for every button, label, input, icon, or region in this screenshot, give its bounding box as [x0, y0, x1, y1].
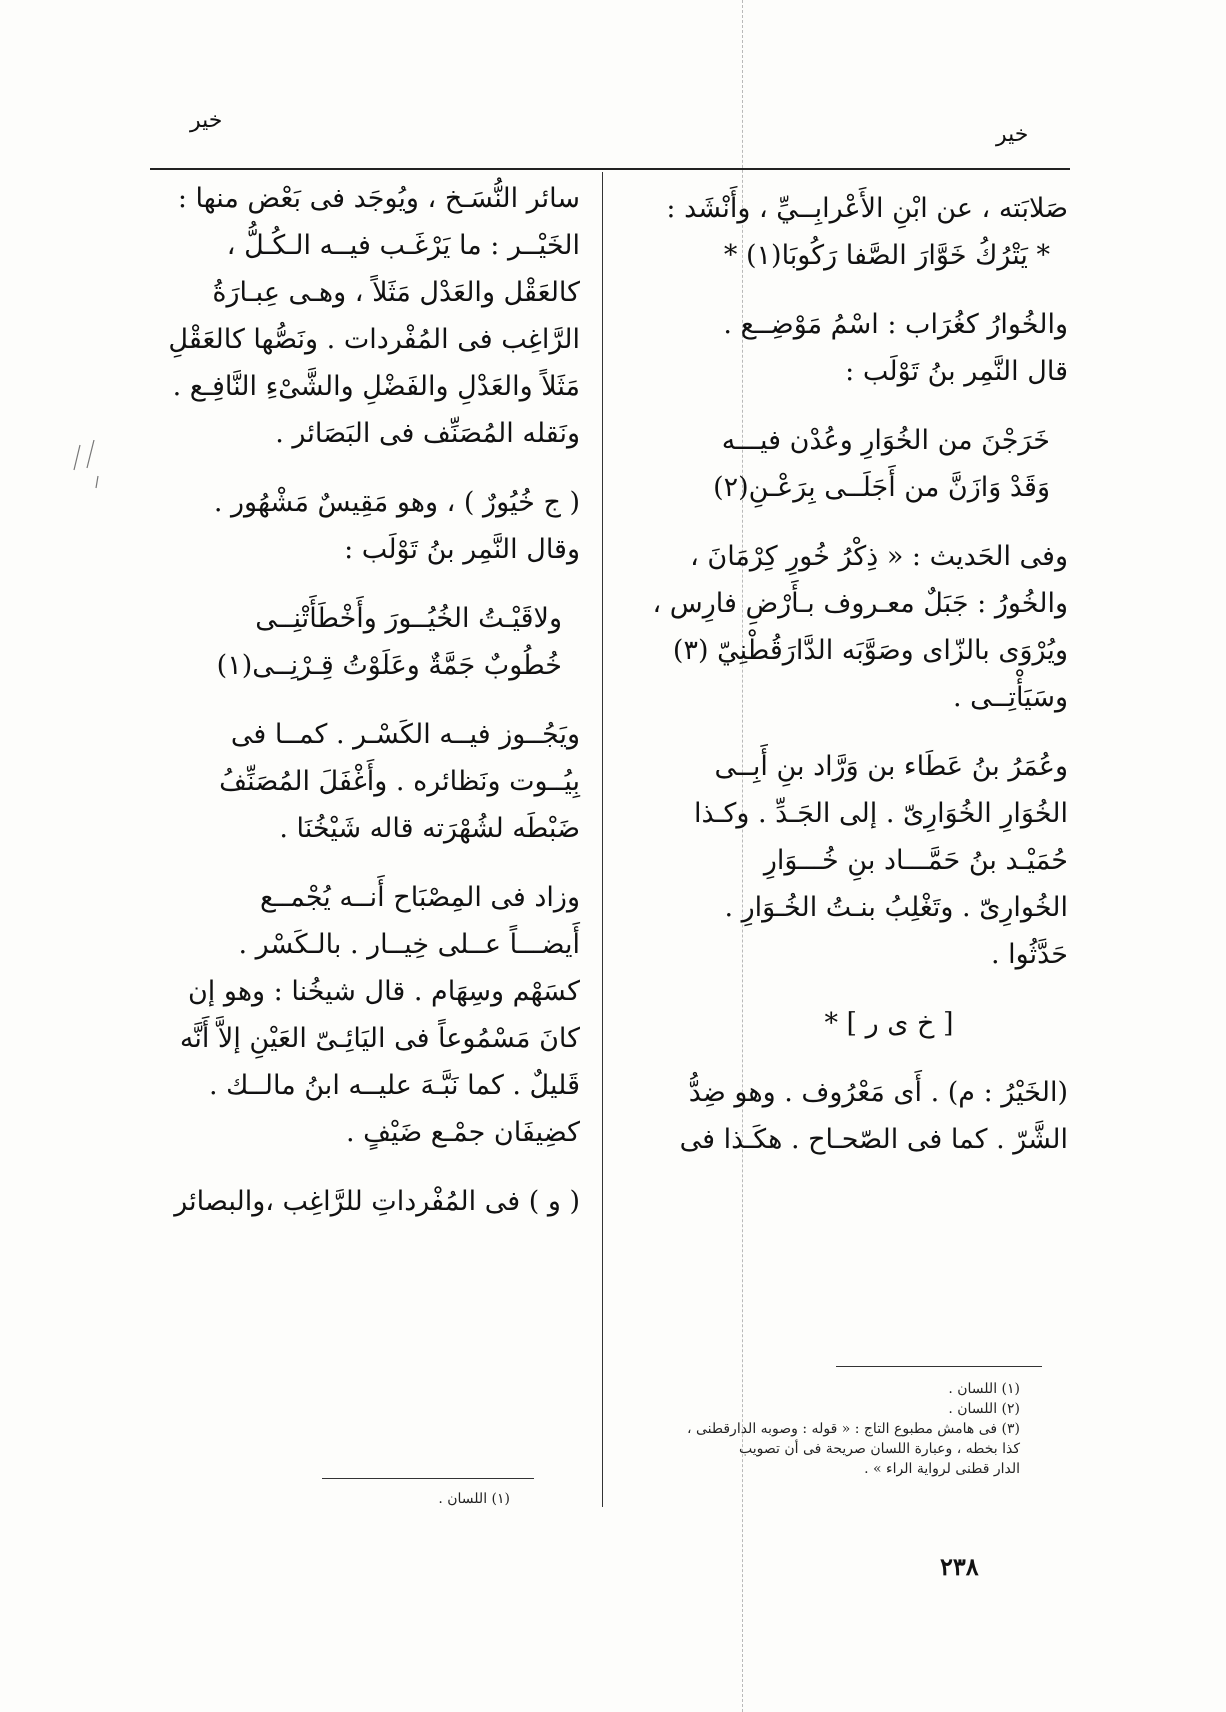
left-column-line: ولاقَيْـتُ الخُيُــورَ وأَخْطَأَتْنِــى [255, 603, 562, 634]
left-column-line: قَليلٌ . كما نَبَّـهَ عليــه ابنُ مالــك . [209, 1070, 580, 1101]
right-column [620, 195, 1068, 1173]
right-column-line: وعُمَرُ بنُ عَطَاء بن وَرَّاد بنِ أَبِــى [714, 751, 1068, 782]
left-column-spacer [118, 467, 580, 489]
left-column-line: كسَهْم وسِهَام . قال شيخُنا : وهو إن [187, 976, 580, 1007]
left-column-line: ( ج خُيُورٌ ) ، وهو مَقِيسٌ مَشْهُور . [213, 487, 580, 518]
footnote-line: الدار قطنى لرواية الراء » . [864, 1461, 1020, 1477]
footnotes-left [360, 1492, 510, 1512]
header-rule [150, 168, 1070, 170]
right-column-spacer [620, 289, 1068, 311]
right-column-line: وسَيَأْتِــى . [952, 682, 1068, 713]
left-column-line: وزاد فى المِصْبَاح أَنــه يُجْمــع [260, 882, 580, 913]
left-column [118, 185, 580, 1235]
right-column-line: خَرَجْنَ من الخُوَارِ وعُدْن فيـــه [721, 425, 1050, 456]
left-column-line: الخَيْــر : ما يَرْغَـب فيــه الـكُـلُّ ، [226, 230, 580, 261]
footnote-rule-right [836, 1366, 1042, 1367]
footnote-rule-left [322, 1478, 534, 1479]
entry-heading: [ خ ى ر ] * [824, 1008, 954, 1039]
right-column-line: وفى الحَديث : « ذِكْرُ خُورِ كِرْمَانَ ، [690, 541, 1068, 572]
left-column-line: أَيضـــاً عــلى خِيــار . بالـكَسْر . [238, 929, 580, 960]
left-column-line: مَثَلاً والعَدْلِ والفَضْلِ والشَّىْءِ النَّافِـع . [172, 371, 580, 402]
left-column-line: ( و ) فى المُفْرداتِ للرَّاغِب ،والبصائر [174, 1186, 580, 1217]
right-column-line: والخُوارُ كغُرَاب : اسْمُ مَوْضِــع . [723, 309, 1068, 340]
running-header-right: خير [996, 122, 1029, 147]
running-header-left: خير [190, 108, 223, 133]
right-column-spacer [620, 988, 1068, 1010]
right-column-line: * يَتْرُكُ خَوَّارَ الصَّفا رَكُوبَا(١) * [723, 240, 1050, 271]
right-column-spacer [620, 731, 1068, 753]
left-column-line: كضِيفَان جمْـع ضَيْفٍ . [345, 1117, 580, 1148]
right-column-line: حُمَيْـد بنُ حَمَّـــاد بنِ خُـــوَارِ [763, 845, 1068, 876]
right-column-line: ويُرْوَى بالزّاى وصَوَّبَه الدَّارَقُطْنِيّ (٣) [672, 635, 1068, 666]
left-column-spacer [118, 583, 580, 605]
column-divider [602, 172, 603, 1507]
left-column-line: سائر النُّسَـخ ، ويُوجَد فى بَعْض منها : [177, 183, 580, 214]
left-column-line: كانَ مَسْمُوعاً فى اليَائِـىّ العَيْنِ إلاَّ أَنَّه [179, 1023, 580, 1054]
footnote-line: (٣) فى هامش مطبوع التاج : « قوله : وصوبه الدارقطنى ، [687, 1421, 1020, 1437]
left-column-line: ضَبْطَه لشُهْرَته قاله شَيْخُنَا . [279, 813, 580, 844]
left-column-line: بِيُــوت ونَظائره . وأَغْفَلَ المُصَنِّفُ [219, 766, 580, 797]
margin-pencil-marks [72, 440, 142, 500]
left-column-line: ونَقله المُصَنِّف فى البَصَائر . [275, 418, 580, 449]
footnote-line: كذا بخطه ، وعبارة اللسان صريحة فى أن تصويب [739, 1441, 1020, 1457]
left-column-line: خُطُوبٌ جَمَّةٌ وعَلَوْتُ قِـرْنِــى(١) [216, 650, 562, 681]
left-column-line: ويَجُــوز فيــه الكَسْـر . كمــا فى [230, 719, 580, 750]
right-column-line: حَدَّثُوا . [991, 939, 1068, 970]
right-column-spacer [620, 1057, 1068, 1079]
footnotes-right [600, 1382, 1020, 1482]
right-column-spacer [620, 405, 1068, 427]
left-column-line: الرَّاغِب فى المُفْردات . ونَصُّها كالعَقْلِ [168, 324, 580, 355]
right-column-line: قال النَّمِر بنُ تَوْلَب : [845, 356, 1068, 387]
right-column-line: الخُوَارِ الخُوَارِىّ . إلى الجَـدِّ . وكـذا [693, 798, 1068, 829]
right-column-line: والخُورُ : جَبَلٌ معـروف بـأَرْضِ فارِس ، [652, 588, 1068, 619]
right-column-line: الشَّرّ . كما فى الصّحـاح . هكَـذا فى [679, 1124, 1068, 1155]
left-column-line: كالعَقْل والعَدْل مَثَلاً ، وهـى عِبـارَةُ [212, 277, 580, 308]
footnote-line: (٢) اللسان . [948, 1401, 1020, 1417]
footnote-line: (١) اللسان . [948, 1381, 1020, 1397]
right-column-line: (الخَيْرُ : م) . أَى مَعْرُوف . وهو ضِدُّ [688, 1077, 1068, 1108]
right-column-spacer [620, 521, 1068, 543]
left-column-line: وقال النَّمِر بنُ تَوْلَب : [344, 534, 580, 565]
right-column-line: الخُوارِىّ . وتَغْلِبُ بنـتُ الخُـوَارِ . [724, 892, 1068, 923]
left-column-spacer [118, 1166, 580, 1188]
left-column-spacer [118, 699, 580, 721]
left-column-spacer [118, 862, 580, 884]
right-column-line: وَقَدْ وَازَنَّ من أَجَلَــى بِرَعْـنِ(٢) [713, 472, 1050, 503]
footnote-line: (١) اللسان . [438, 1491, 510, 1507]
page-number: ٢٣٨ [940, 1552, 979, 1581]
right-column-line: صَلابَته ، عن ابْنِ الأَعْرابِــيِّ ، وأَنْشَد : [666, 193, 1068, 224]
